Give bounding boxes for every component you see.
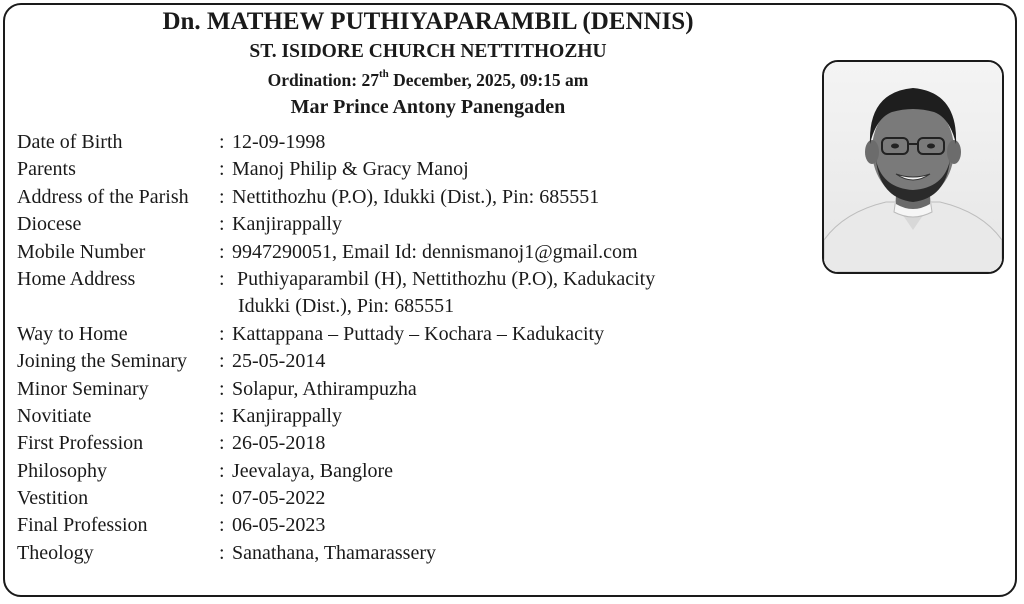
detail-row [17, 512, 655, 539]
detail-separator: : [219, 240, 225, 263]
portrait-photo [822, 60, 1004, 274]
detail-separator: : [219, 459, 225, 482]
detail-value: 9947290051, Email Id: dennismanoj1@gmail.com [232, 240, 638, 263]
deacon-name: Dn. MATHEW PUTHIYAPARAMBIL (DENNIS) [162, 8, 694, 35]
detail-label: Diocese [17, 213, 82, 236]
details-list [17, 129, 655, 567]
detail-label: First Profession [17, 432, 144, 455]
detail-label: Date of Birth [17, 131, 123, 153]
detail-row [17, 540, 655, 567]
detail-label: Parents [17, 158, 76, 181]
detail-value: Puthiyaparambil (H), Nettithozhu (P.O), Kadukacity [232, 267, 656, 290]
detail-separator: : [219, 213, 225, 236]
detail-separator: : [219, 158, 225, 181]
detail-value: 25-05-2014 [232, 350, 326, 373]
detail-label: Way to Home [17, 322, 128, 345]
detail-row [17, 266, 655, 293]
detail-label: Joining the Seminary [17, 350, 187, 373]
detail-label: Home Address [17, 267, 136, 290]
detail-label: Novitiate [17, 404, 92, 427]
detail-value-continuation: Idukki (Dist.), Pin: 685551 [233, 295, 455, 318]
ordination-day-suffix: th [378, 68, 389, 80]
detail-separator: : [219, 541, 225, 564]
detail-row [17, 376, 655, 403]
detail-row [17, 184, 655, 211]
detail-row [17, 348, 655, 375]
detail-label: Theology [17, 541, 94, 564]
detail-row [17, 211, 655, 238]
detail-row [17, 403, 655, 430]
detail-value: Kattappana – Puttady – Kochara – Kadukacity [232, 322, 605, 345]
church-name: ST. ISIDORE CHURCH NETTITHOZHU [249, 41, 607, 62]
detail-value: 06-05-2023 [232, 514, 326, 537]
detail-separator: : [219, 432, 225, 455]
detail-row [17, 156, 655, 183]
ordaining-bishop: Mar Prince Antony Panengaden [290, 96, 566, 118]
detail-separator: : [219, 185, 225, 208]
detail-row [17, 239, 655, 266]
detail-separator: : [219, 487, 225, 510]
detail-value: Manoj Philip & Gracy Manoj [232, 158, 469, 181]
detail-separator: : [219, 404, 225, 427]
detail-value: Sanathana, Thamarassery [232, 541, 436, 564]
detail-separator: : [219, 131, 225, 153]
detail-label: Vestition [17, 487, 89, 510]
detail-row [17, 430, 655, 457]
detail-separator: : [219, 514, 225, 537]
detail-row [17, 321, 655, 348]
detail-value: Kanjirappally [232, 213, 342, 236]
detail-row [17, 485, 655, 512]
detail-separator: : [219, 350, 225, 373]
detail-row [17, 458, 655, 485]
detail-value: Nettithozhu (P.O), Idukki (Dist.), Pin: 685551 [232, 185, 600, 208]
ordination-line [0, 70, 856, 91]
detail-value: 26-05-2018 [232, 432, 326, 455]
detail-row [17, 129, 655, 156]
detail-separator: : [219, 322, 225, 345]
ordination-prefix: Ordination: 27 [267, 70, 379, 90]
detail-label: Minor Seminary [17, 377, 149, 400]
detail-label: Final Profession [17, 514, 148, 537]
detail-value: 07-05-2022 [232, 487, 326, 510]
detail-value: Solapur, Athirampuzha [232, 377, 417, 400]
detail-label: Address of the Parish [17, 185, 189, 208]
detail-separator: : [219, 377, 225, 400]
ordination-date: December, 2025, 09:15 am [388, 70, 589, 90]
detail-separator: : [219, 267, 225, 290]
detail-value: Jeevalaya, Banglore [232, 459, 394, 482]
detail-value: 12-09-1998 [232, 131, 326, 153]
detail-label: Philosophy [17, 459, 108, 482]
detail-value: Kanjirappally [232, 404, 342, 427]
detail-label: Mobile Number [17, 240, 146, 263]
